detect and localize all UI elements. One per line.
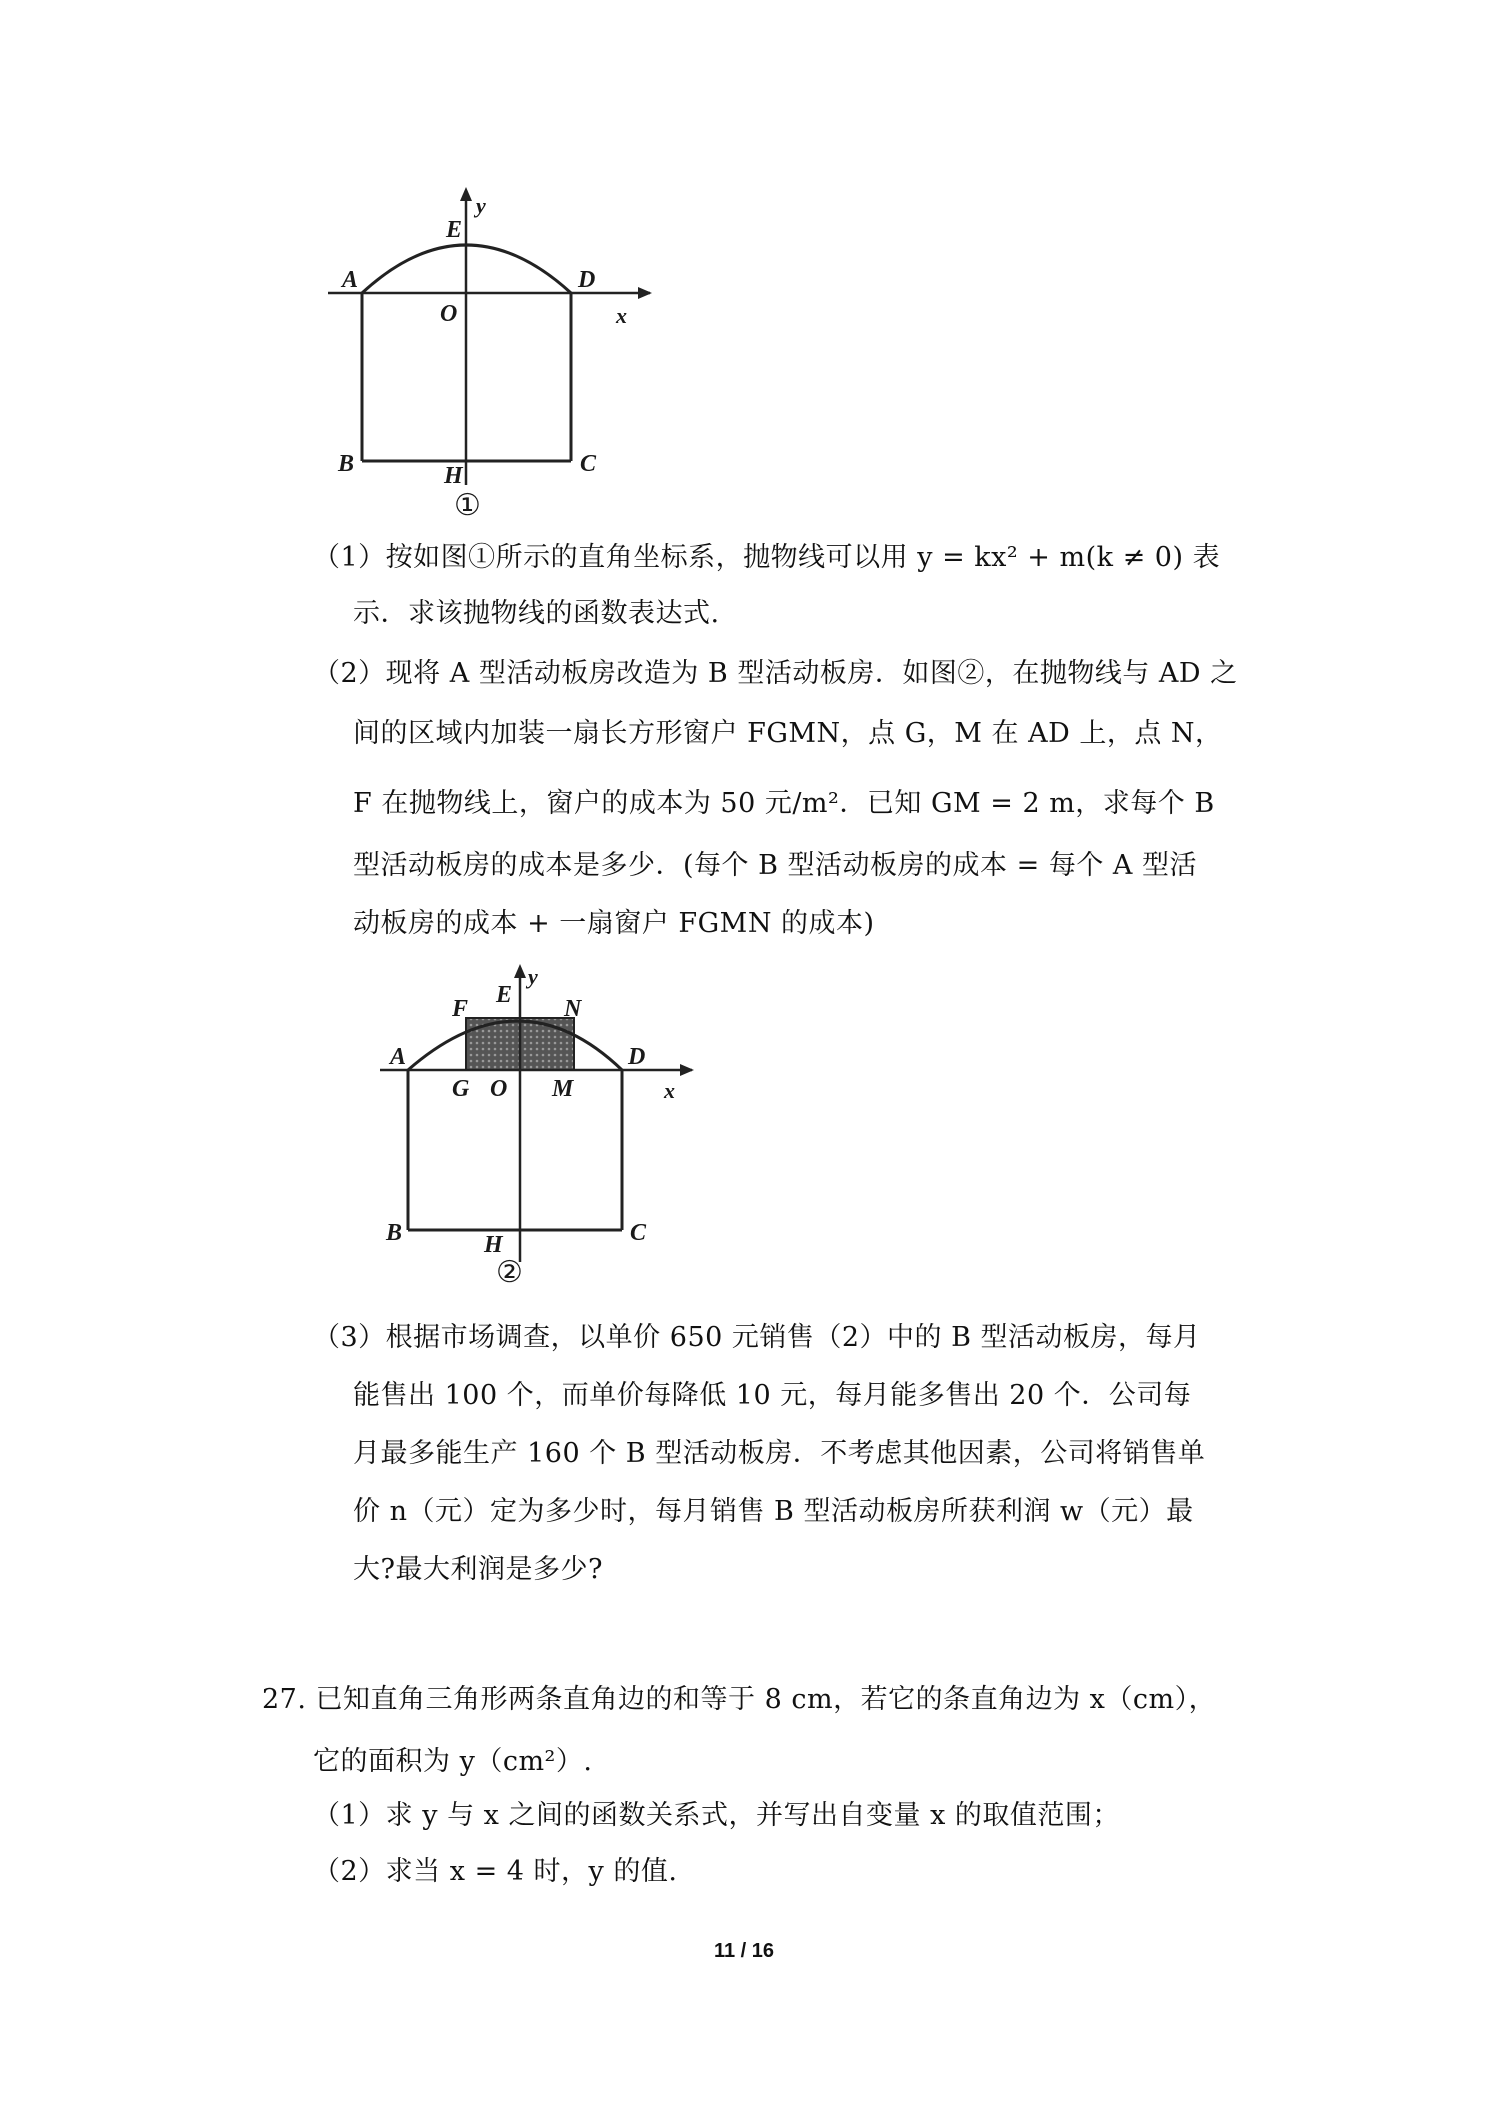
label-B: B: [338, 451, 355, 477]
q27-line-4: （2）求当 x = 4 时，y 的值.: [313, 1856, 678, 1887]
label-N: N: [564, 996, 582, 1022]
q1-line-1: （1）按如图①所示的直角坐标系，抛物线可以用 y = kx² + m(k ≠ 0) 表: [313, 542, 1221, 573]
q3-line-1: （3）根据市场调查，以单价 650 元销售（2）中的 B 型活动板房，每月: [313, 1322, 1201, 1353]
label-D: D: [628, 1044, 646, 1070]
label-G: G: [452, 1076, 470, 1102]
label-x: x: [664, 1078, 675, 1103]
label-O: O: [490, 1076, 508, 1102]
page-number: 11 / 16: [713, 1940, 775, 1962]
q2-line-4: 型活动板房的成本是多少．(每个 B 型活动板房的成本 = 每个 A 型活: [353, 850, 1197, 881]
figure-2: [372, 962, 712, 1302]
q27-line-3: （1）求 y 与 x 之间的函数关系式，并写出自变量 x 的取值范围；: [313, 1800, 1120, 1831]
figure-2-caption: ②: [496, 1256, 523, 1289]
q3-line-4: 价 n（元）定为多少时，每月销售 B 型活动板房所获利润 w（元）最: [353, 1496, 1194, 1527]
label-A: A: [342, 267, 359, 293]
q3-line-3: 月最多能生产 160 个 B 型活动板房．不考虑其他因素，公司将销售单: [353, 1438, 1206, 1469]
label-H: H: [444, 463, 463, 489]
label-A: A: [390, 1044, 407, 1070]
figure-1-caption: ①: [454, 489, 481, 522]
q27-line-2: 它的面积为 y（cm²）.: [313, 1746, 593, 1777]
label-x: x: [616, 303, 627, 328]
label-y: y: [528, 964, 538, 989]
q3-line-2: 能售出 100 个，而单价每降低 10 元，每月能多售出 20 个．公司每: [353, 1380, 1192, 1411]
label-C: C: [580, 451, 597, 477]
label-H: H: [484, 1232, 503, 1258]
label-D: D: [578, 267, 596, 293]
figure-1: [320, 185, 660, 525]
q2-line-1: （2）现将 A 型活动板房改造为 B 型活动板房．如图②，在抛物线与 AD 之: [313, 658, 1238, 689]
q2-line-3: F 在抛物线上，窗户的成本为 50 元/m²．已知 GM = 2 m，求每个 B: [353, 788, 1215, 819]
q3-line-5: 大?最大利润是多少?: [353, 1554, 603, 1585]
q2-line-5: 动板房的成本 + 一扇窗户 FGMN 的成本): [353, 908, 875, 939]
label-M: M: [552, 1076, 574, 1102]
q2-line-2: 间的区域内加装一扇长方形窗户 FGMN，点 G，M 在 AD 上，点 N，: [353, 718, 1223, 749]
label-y: y: [476, 193, 486, 218]
label-E: E: [496, 982, 513, 1008]
label-O: O: [440, 301, 458, 327]
label-C: C: [630, 1220, 647, 1246]
q1-line-2: 示．求该抛物线的函数表达式.: [353, 598, 720, 629]
label-E: E: [446, 217, 463, 243]
label-F: F: [452, 996, 469, 1022]
q27-line-1: 27. 已知直角三角形两条直角边的和等于 8 cm，若它的条直角边为 x（cm），: [262, 1684, 1217, 1715]
label-B: B: [386, 1220, 403, 1246]
